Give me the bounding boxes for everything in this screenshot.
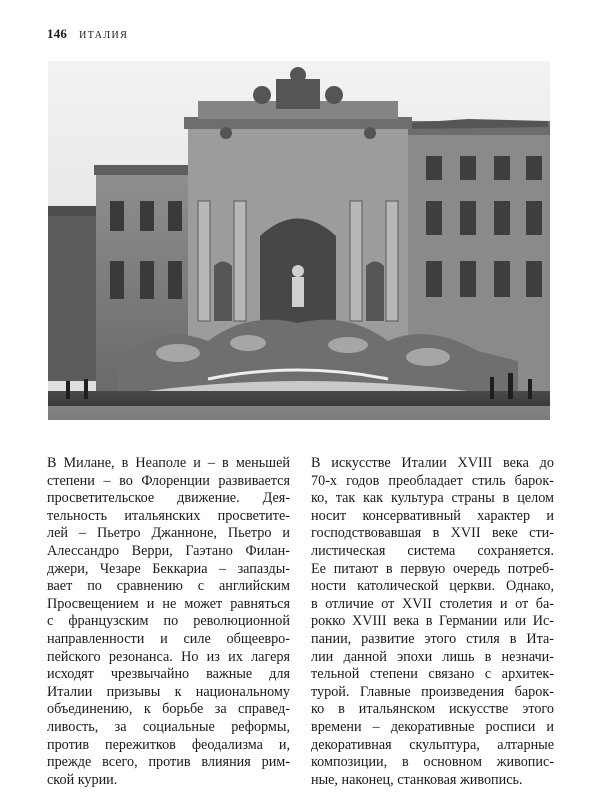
- text-line: лии данной эпохи лишь в незначи-: [311, 648, 554, 665]
- text-line: вает по сравнению с английским: [47, 578, 290, 595]
- text-line: В Милане, в Неаполе и – в меньшей: [47, 455, 290, 471]
- text-line: ской курии.: [47, 771, 118, 788]
- text-line: декоративная скульптура, алтарные: [311, 736, 554, 753]
- text-line: направленности и силе общеевро-: [47, 630, 290, 647]
- text-line: господствовавшая в XVII веке сти-: [311, 525, 554, 542]
- text-line: ности католической церкви. Однако,: [311, 578, 554, 595]
- text-line: против пережитков феодализма и,: [47, 736, 290, 753]
- text-line: объединению, к борьбе за справед-: [47, 701, 290, 718]
- text-line: тельность итальянских просветите-: [47, 507, 290, 524]
- text-line: рокко XVIII века в Германии или Ис-: [311, 613, 554, 630]
- text-line: джери, Чезаре Беккариа – запазды-: [47, 560, 290, 577]
- text-line: пейского резонанса. Но из их лагеря: [47, 648, 290, 665]
- text-line: исходят чрезвычайно важные для: [47, 666, 290, 683]
- text-line: ко в итальянском искусстве этого: [311, 701, 554, 718]
- text-line: Италии призывы к национальному: [47, 683, 290, 700]
- trevi-fountain-photo: [48, 61, 550, 420]
- text-line: ко, так как культура страны в целом: [311, 490, 554, 507]
- text-line: В искусстве Италии XVIII века до: [311, 455, 554, 471]
- text-line: композиции, в основном живопис-: [311, 754, 554, 771]
- text-line: с французским по революционной: [47, 613, 290, 630]
- right-text-column: [311, 455, 554, 789]
- page-number: 146: [47, 26, 68, 41]
- section-title: ИТАЛИЯ: [79, 30, 129, 41]
- text-line: листическая система сохраняется.: [311, 542, 554, 559]
- text-line: лей – Пьетро Джанноне, Пьетро и: [47, 525, 290, 542]
- text-line: просветительское движение. Дея-: [47, 490, 290, 507]
- text-line: пании, развитие этого стиля в Ита-: [311, 630, 554, 647]
- text-line: Ее питают в первую очередь потреб-: [311, 560, 554, 577]
- left-text-column: [47, 455, 290, 789]
- text-line: ливость, за социальные реформы,: [47, 718, 290, 735]
- text-line: времени – декоративные росписи и: [311, 718, 554, 735]
- running-head: [47, 26, 128, 46]
- text-line: Алессандро Верри, Гаэтано Филан-: [47, 542, 290, 559]
- text-line: 70-х годов преобладает стиль барок-: [311, 472, 554, 489]
- photo-illustration: [48, 61, 550, 420]
- text-line: степени – во Флоренции развивается: [47, 472, 290, 489]
- text-line: ные, наконец, станковая живопись.: [311, 771, 523, 788]
- text-line: прежде всего, против влияния рим-: [47, 754, 290, 771]
- text-line: носит консервативный характер и: [311, 507, 554, 524]
- text-line: турой. Главные произведения барок-: [311, 683, 554, 700]
- text-line: Просвещением и не может равняться: [47, 595, 290, 612]
- text-line: в отличие от XVII столетия и от ба-: [311, 595, 554, 612]
- text-line: тельной степени связано с архитек-: [311, 666, 554, 683]
